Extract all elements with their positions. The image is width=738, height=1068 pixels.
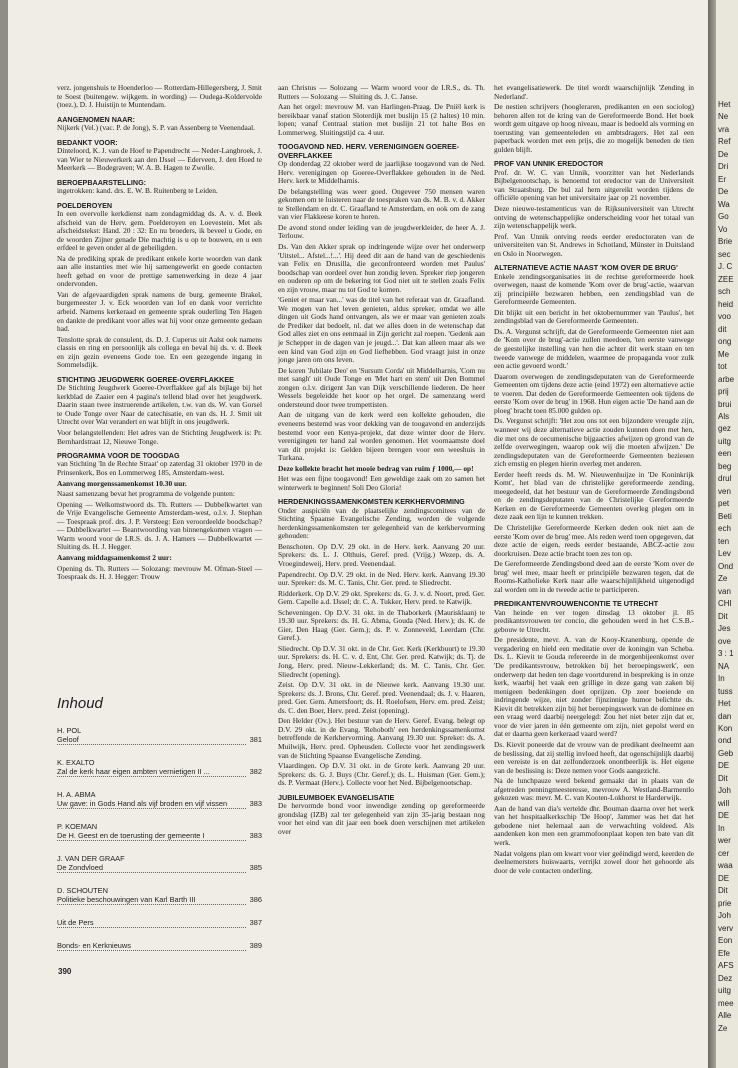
toc-entry-title: Politieke beschouwingen van Karl Barth III xyxy=(57,895,246,905)
toc-entry xyxy=(57,758,262,777)
page-gutter xyxy=(708,0,716,1068)
article-paragraph: Tenslotte sprak de consulent, ds. D. J. Cuperus uit Aalst ook namens classis en ring en persoonlijk als collega en beval hij ds. v. d. Beek en zijn gezin eveneens Gode toe. En een gezegende ingang in Sommelsdijk. xyxy=(57,334,262,370)
next-page-fragment: Jes xyxy=(718,624,731,634)
next-page-fragment: ZEE xyxy=(718,274,734,284)
article-paragraph: Aanvang middagsamenkomst 2 uur: xyxy=(57,552,172,562)
next-page-fragment: Dit xyxy=(718,611,728,621)
toc-row xyxy=(57,895,262,905)
next-page-fragment: Ond xyxy=(718,561,734,571)
toc-author: H. A. ABMA xyxy=(57,790,96,799)
next-page-fragment: Geb xyxy=(718,748,734,758)
next-page-fragment: tot xyxy=(718,362,727,372)
article-paragraph: Papendrecht. Op D.V. 29 okt. in de Ned. Herv. kerk. Aanvang 19.30 uur. Spreker: ds. M. C. Tanis, Chr. Ger. pred. te Sliedrecht. xyxy=(278,569,485,588)
article-paragraph: Enkele zendingsorganisaties in de rechtse gereformeerde hoek overwegen, naast de komende 'Kom over de brug'-actie, waarvan zij principiële bezwaren hebben, een zendingsblad van de Gereformeerde Gemeenten. xyxy=(494,271,694,307)
toc-entry xyxy=(57,726,262,745)
article-paragraph: Dit blijkt uit een bericht in het oktobernummer van 'Paulus', het zendingsblad van de Gereformeerde Gemeenten. xyxy=(494,307,694,326)
next-page-fragment: DE xyxy=(718,873,730,883)
toc-row xyxy=(57,863,262,873)
article-paragraph: Van heinde en ver togen dinsdag 13 oktober jl. 85 predikantsvrouwen ter concio, die gehouden werd in het C.S.B.-gebouw te Utrecht. xyxy=(494,607,694,634)
article-paragraph: Deze nieuwe-testamenticus van de Rijksuniversiteit van Utrecht ontving de wetenschappelijke onderscheiding voor het totaal van zijn wetenschappelijk werk. xyxy=(494,203,694,231)
column-right xyxy=(494,84,694,877)
next-page-fragment: Joh xyxy=(718,786,731,796)
toc-entry xyxy=(57,886,262,905)
article-paragraph: Ds. Van den Akker sprak op indringende wijze over het onderwerp 'Uitstel... Afstel...!...'. Hij deed dit aan de hand van de geschiedenis van Felix en Drusilla, die geconfronteerd worden met Paulus' boodschap van oordeel over hun zondig leven. Spreker riep jongeren en ouderen op om de bekering tot God niet uit te stellen zoals Felix en zijn vrouw, maar nu tot God te komen. xyxy=(278,242,485,294)
toc-entry-title: Zal de kerk haar eigen ambten vernietigen II ... xyxy=(57,767,246,777)
toc-entry xyxy=(57,822,262,841)
article-paragraph: Sliedrecht. Op D.V. 31 okt. in de Chr. Ger. Kerk (Kerkbuurt) te 19.30 uur. Sprekers: ds. H. C. v. d. Ent, Chr. Ger. pred. Katwijk; ds. Tj. de Jong, Herv. pred. Nieuw-Lekkerland; ds. M. C. Tanis, Chr. Ger. Sliedrecht (opening). xyxy=(278,643,485,679)
article-paragraph: Op donderdag 22 oktober werd de jaarlijkse toogavond van de Ned. Herv. verenigingen op Goeree-Overflakkee gehouden in de Ned. Herv. kerk te Middelharnis. xyxy=(278,159,485,186)
next-page-fragment: Dri xyxy=(718,162,729,172)
next-page-fragment: Ze xyxy=(718,1023,728,1033)
next-page-fragment: Het xyxy=(718,699,731,709)
article-paragraph: De Stichting Jeugdwerk Goeree-Overflakkee gaf als bijlage bij het kerkblad de Zaaier een 4 pagina's tellend blad over het jeugdwerk. Daarin staan twee instruerende artikelen, t.w. van ds. W. van Gorsel te Oude Tonge over Naar de catechisatie, en van ds. H. J. Smit uit Utrecht over Wat verandert en wat blijft in ons jeugdwerk. xyxy=(57,383,262,427)
next-page-fragment: mee xyxy=(718,998,734,1008)
toc-row xyxy=(57,799,262,809)
toc-entry-title: Uw gave: in Gods Hand als vijf broden en vijf vissen xyxy=(57,799,246,809)
next-page-fragment: wer xyxy=(718,836,731,846)
column-left xyxy=(57,84,262,584)
toc-title: Inhoud xyxy=(57,695,103,712)
next-page-fragment: brui xyxy=(718,399,732,409)
article-paragraph: Opening ds. Th. Rutters — Solozang: mevrouw M. Ofman-Steel — Toespraak ds. H. J. Hegger: Trouw xyxy=(57,563,262,582)
toc-author: K. EXALTO xyxy=(57,758,95,767)
next-page-fragment: J. C xyxy=(718,262,733,272)
next-page-fragment: tuss xyxy=(718,686,733,696)
next-page-fragment: AFS xyxy=(718,961,734,971)
next-page-fragment: prie xyxy=(718,898,732,908)
next-page-fragment: ond xyxy=(718,736,732,746)
next-page-fragment: uitg xyxy=(718,986,731,996)
toc-entry-page: 387 xyxy=(249,918,262,927)
article-paragraph: aan Christus — Solozang — Warm woord voor de I.R.S., ds. Th. Rutters — Solozang — Sluiting ds. J. C. Janse. xyxy=(278,83,485,101)
next-page-fragment: ven xyxy=(718,486,731,496)
article-paragraph: van Stichting 'In de Rechte Straat' op zaterdag 31 oktober 1970 in de Prinsenkerk, Bos en Lommerweg 185, Amsterdam-west. xyxy=(57,459,262,478)
next-page-fragment: In xyxy=(718,823,725,833)
next-page-fragment: sch xyxy=(718,287,731,297)
next-page-fragment: In xyxy=(718,674,725,684)
next-page-fragment: NA xyxy=(718,661,730,671)
next-page-fragment: Ref xyxy=(718,137,731,147)
article-paragraph: Scheveningen. Op D.V. 31 okt. in de Thaborkerk (Maurisklaan) te 19.30 uur. Sprekers: ds. H. G. Abma, Gouda (Ned. Herv.); ds. K. de Gier, Den Haag (Ger. Gem.); ds. P. v. Zonneveld, Leerdam (Chr. Geref.). xyxy=(278,607,485,643)
next-page-fragment: heid xyxy=(718,299,734,309)
article-heading: AANGENOMEN NAAR: xyxy=(57,114,135,124)
toc-entry-title: Bonds- en Kerknieuws xyxy=(57,941,246,951)
next-page-fragment: Als xyxy=(718,412,730,421)
toc-author: D. SCHOUTEN xyxy=(57,886,108,895)
next-page-fragment: ech xyxy=(718,524,731,534)
next-page-fragment: Me xyxy=(718,349,730,359)
next-page-fragment: dan xyxy=(718,711,732,721)
article-paragraph: Ds. Vergunst schrijft: 'Het zou ons tot een bijzondere vreugde zijn, wanneer wij deze alternatieve actie zouden kunnen doen met hen, die met ons de oecumenische bijgaacties afwijzen op grond van de zelfde overwegingen, waarop ook wij die moeten afwijzen.' De zendingsdeputaten van de Gereformeerde Gemeenten beziенen zich ernstig en plegen hierin overleg met anderen. xyxy=(494,416,694,469)
article-paragraph: ingetrokken: kand. drs. E. W. B. Ruitenberg te Leiden. xyxy=(57,186,218,196)
article-paragraph: verz. jongenshuis te Hoenderloo — Rotterdam-Hillegersberg, J. Smit te Soest (buitengew. wijkgem. in wording) — Oudega-Koldervolde (toez.), D. J. Huistijn te Muntendam. xyxy=(57,83,262,110)
article-paragraph: Voor belangstellenden: Het adres van de Stichting Jeugdwerk is: Pr. Bernhardstraat 12, Nieuwe Tonge. xyxy=(57,427,262,446)
article-heading: HERDENKINGSSAMENKOMSTEN KERKHERVORMING xyxy=(278,497,465,507)
article-paragraph: het evangelisatiewerk. De titel wordt waarschijnlijk 'Zending in Nederland'. xyxy=(494,83,694,101)
toc-row xyxy=(57,941,262,951)
toc-entry xyxy=(57,854,262,873)
page-number: 390 xyxy=(58,967,72,976)
next-page-fragment: uitg xyxy=(718,436,731,446)
article-paragraph: De belangstelling was weer goed. Ongeveer 750 mensen waren gekomen om te luisteren naar de toespraken van ds. M. B. v. d. Akker te Stellendam en dr. C. Graafland te Amsterdam, en ook om de zang van vier Flakkeese koren te horen. xyxy=(278,186,485,222)
article-paragraph: Na de prediking sprak de predikant enkele korte woorden van dank aan alle instanties met wie hij samengewerkt en goede contacten heeft gehad en voor de prettige samenwerking in deze 4 jaar ondervonden. xyxy=(57,253,262,289)
next-page-fragment: Het xyxy=(718,100,731,109)
article-paragraph: Aan de hand van dia's vertelde dhr. Bouman daarna over het werk van het hospitaalkerkschip 'De Hoop', Jammer was het dat het gebodene niet helemaal aan de verwachting voldeed. Als aandenken kon men een grammofoonplaat kopen ten bate van dit werk. xyxy=(494,803,694,847)
article-paragraph: Vlaardingen. Op D.V. 31 okt. in de Grote kerk. Aanvang 20 uur. Sprekers: ds. G. J. Buys (Chr. Geref.); ds. L. Huisman (Ger. Gem.); ds. P. Vermaat (Herv.). Collecte voor het Ned. Bijbelgenootschap. xyxy=(278,761,485,788)
toc-entry-page: 381 xyxy=(249,735,262,744)
next-page-fragment: Joh xyxy=(718,911,731,921)
article-paragraph: Eerder heeft reeds ds. M. W. Nieuwenhuijze in 'De Koninkrijk Komt', het blad van de christelijke gereformeerde zending, meegedeeld, dat het bestuur van de Gereformeerde Zendingsbond en de zendingsdeputaten van de Christelijke Gereformeerde Kerken en de Gereformeerde Gemeenten overleg plegen om in deze zaak een lijn te kunnen trekken. xyxy=(494,469,694,522)
toc-entry-page: 383 xyxy=(249,799,262,808)
article-paragraph: De Christelijke Gereformeerde Kerken deden ook niet aan de eerste 'Kom over de brug' mee. Als reden werd toen opgegeven, dat deze actie de eigen, reeds eerder bestaande, ABCZ-actie zou doorkruisen. Deze actie bracht toen zes ton op. xyxy=(494,522,694,558)
article-paragraph: Na de lunchpauze werd bekend gemaakt dat in plaats van de afgetreden penningmeesteresse, mevrouw A. Westland-Barmentlo gekozen was: mevr. M. C. van Kooten-Lokhorst te Harderwijk. xyxy=(494,776,694,803)
table-of-contents xyxy=(57,695,262,964)
column-middle xyxy=(278,84,485,838)
article-paragraph: Prof. Van Unnik ontving reeds eerder eredoctoraten van de universiteiten van St. Andrews in Schotland, Münster in Duitsland en Oslo in Noorwegen. xyxy=(494,231,694,258)
article-paragraph: Dinteloord, K. J. van de Hoef te Papendrecht — Neder-Langbroek, J. van Wier te Nieuwerkerk aan den IJssel — Ederveen, J. den Hoed te Meerkerk — Bodegraven; W. A. B. Hagen te Zwolle. xyxy=(57,146,262,173)
toc-entry-page: 385 xyxy=(249,863,262,872)
next-page-fragment: pet xyxy=(718,499,730,509)
article-heading: POELDEROYEN xyxy=(57,200,113,210)
next-page-fragment: Efe xyxy=(718,948,731,958)
next-page-fragment: waa xyxy=(718,861,733,871)
next-page-fragment: De xyxy=(718,149,729,159)
article-heading: JUBILEUMBOEK EVANGELISATIE xyxy=(278,792,395,802)
next-page-fragment: Er xyxy=(718,174,726,184)
article-paragraph: Ds. A. Vergunst schrijft, dat de Gereformeerde Gemeenten niet aan de 'Kom over de brug'-actie zullen meedoen, 'ten eerste vanwege de geestelijke instelling van hen die achter dit werk staan en ten tweede vanwege de middelen, waarmee de propaganda voor zulk een actie gevoerd wordt.' xyxy=(494,326,694,371)
toc-entries xyxy=(57,726,262,951)
toc-entry-title: Uit de Pers xyxy=(57,918,246,928)
next-page-fragment: arbe xyxy=(718,374,735,384)
next-page-fragment: Eon xyxy=(718,936,733,946)
toc-entry xyxy=(57,941,262,951)
next-page-fragment: prij xyxy=(718,387,729,397)
article-paragraph: Aanvang morgenssamenkomst 10.30 uur. xyxy=(57,478,187,488)
next-page-fragment: will xyxy=(718,798,730,808)
next-page-fragment: beg xyxy=(718,461,732,471)
toc-author: H. POL xyxy=(57,726,82,735)
article-heading: PREDIKANTENVROUWENCONTIE TE UTRECHT xyxy=(494,599,659,609)
article-paragraph: De avond stond onder leiding van de jeugdwerkleider, de heer A. J. Terlouw. xyxy=(278,222,485,241)
article-paragraph: De Gereformeerde Zendingsbond deed aan de eerste 'Kom over de brug' wel mee, maar heeft er principiële bezwaren tegen, dat de Rooms-Katholieke Kerk naar alle waarschijnlijkheid uitgenodigd zal worden om in de tweede actie te participeren. xyxy=(494,559,694,594)
article-paragraph: De nestien schrijvers (hoogleraren, predikanten en een sociolog) behoren allen tot de kring van de Gereformeerde Bond. Het boek wordt gem uitgave op hoog niveau, maar is bedoeld als vorming en toerusting van gemeenteleden en ambtsdragers. Het zal een paperback worden met een prijs, die zo mogelijk beneden de tien gulden blijft. xyxy=(494,102,694,154)
toc-row xyxy=(57,831,262,841)
next-page-fragment: DE xyxy=(718,811,730,821)
next-page-fragment: Wa xyxy=(718,199,730,209)
article-paragraph: Van de afgevaardigden sprak namens de burg. gemeente Brakel, burgemeester J. v. Eck woorden van lof en dank voor verrichte arbeid. Namens kerkeraad en gemeente sprak ouderling Ten Hagen en dankte de predikant voor alles wat hij voor onze gemeente gedaan had. xyxy=(57,289,262,334)
next-page-fragment: Ne xyxy=(718,112,729,122)
next-page-fragment: Ze xyxy=(718,574,728,584)
next-page-fragment: gez xyxy=(718,424,731,434)
article-paragraph: De presidente, mevr. A. van de Kooy-Kranenburg, opende de vergadering en hield een meditatie over de koningin van Scheba. Ds. L. Kievit te Gouda refereerde in de morgenbijeenkomst over 'De predikantsvrouw, betrokken bij het beroepingswerk', een onderwerp dat heden ten dage voortdurend in bespreking is in onze kerk, waarbij het vaak een grillige in deze gang van zaken bij menigeen bedenkingen doet oprijzen. Op zeer boeiende en indringende wijze, niet zonder fijnzinnige humor belichtte ds. Kievit dit betrekken zijn bij het beroepingswerk van de dominee en een vraag werd daarbij neergelegd: Zou het niet beter zijn dat er, voor de vier jaren in één gemeente om zijn, niet gepolst werd en dat er daarna geen kerkeraad vaard werd? xyxy=(494,635,694,739)
next-page-fragment: ten xyxy=(718,536,730,546)
article-paragraph: De koren 'Jubilate Deo' en 'Sursum Corda' uit Middelharnis, 'Com nu met sangh' uit Oude Tonge en 'Met hart en stem' uit Den Bommel zongen o.l.v. dirigent Jan van Dijk verschillende liederen. De heer Wessels begeleidde het koor op het orgel. De samenzang werd ondersteund door twee trompettisten. xyxy=(278,365,485,409)
article-heading: ALTERNATIEVE ACTIE NAAST 'KOM OVER DE BRUG' xyxy=(494,263,678,273)
next-page-fragment: CHI xyxy=(718,599,732,609)
article-paragraph: Ds. Kievit poneerde dat de vrouw van de predikant deelneemt aan de beslissing, dat zij stellig invloed heeft, dat ogenschijnlijk daarbij een vereiste is en dat zelfonderzoek onontbeerlijk is. Het eigene van de beslissing is: Deze nemen voor Gods aangezicht. xyxy=(494,739,694,775)
article-paragraph: Aan het orgel: mevrouw M. van Harlingen-Praag. De Pniël kerk is bereikbaar vanaf station Sloterdijk met buslijn 15 (2 haltes) 10 min. lopen; vanaf Centraal station met buslijn 21 tot halte Bos en Lommerweg. Sluitingstijd ca. 4 uur. xyxy=(278,102,485,137)
article-paragraph: Daarom overwegen de zendingsdeputaten van de Gereformeerde Gemeenten om tijdens deze actie (eind 1972) een alternatieve actie te voeren. Dat deden de Gereformeerde Gemeenten ook tijdens de eerste 'Kom over de brug' in 1968. Hun eigen actie 'De hand aan de ploeg' bracht toen 85.000 gulden op. xyxy=(494,371,694,415)
article-heading: BEROEPBAARSTELLING: xyxy=(57,177,147,187)
toc-entry-title: De H. Geest en de toerusting der gemeente I xyxy=(57,831,246,841)
article-paragraph: Deze kollekte bracht het mooie bedrag van ruim ƒ 1000,— op! xyxy=(278,463,474,473)
article-paragraph: Prof. dr. W. C. van Unnik, voorzitter van het Nederlands Bijbelgenootschap, is benoemd tot eredoctor van de Universiteit van Straatsburg. De bul zal hem uitgereikt worden tijdens de officiële opening van het universitaire jaar op 21 november. xyxy=(494,167,694,203)
next-page-fragment: 3 : 1 xyxy=(718,649,734,659)
article-paragraph: Onder auspiciën van de plaatselijke zendingscomitees van de Stichting Spaanse Evangelische Zending, worden de volgende herdenkingssamenkomsten ter gelegenheid van de kerkhervorming gehouden: xyxy=(278,505,485,541)
article-paragraph: Het was een fijne toogavond! Een geweldige zaak om zo samen het winterwerk te beginnen! Soli Deo Gloria! xyxy=(278,474,485,492)
next-page-fragment: Go xyxy=(718,212,729,222)
article-paragraph: Zeist. Op D.V. 31 okt. in de Nieuwe kerk. Aanvang 19.30 uur. Sprekers: ds. J. Brons, Chr. Geref. pred. Veenendaal; ds. J. v. Haaren, pred. Ger. Gem. Amersfoort; ds. H. Roelofsen, Herv. em. pred. Zeist; ds. C. den Boer, Herv. pred. Zeist (opening). xyxy=(278,680,485,715)
toc-entry xyxy=(57,790,262,809)
article-paragraph: Benschoten. Op D.V. 29 okt. in de Herv. kerk. Aanvang 20 uur. Sprekers: ds. L. J. Olthuis, Geref. pred. (Vrijg.) Wezep, ds. A. Vroegindeweij, Herv. pred. Veenendaal. xyxy=(278,541,485,569)
toc-entry-page: 383 xyxy=(249,831,262,840)
next-page-fragment: Beti xyxy=(718,511,732,521)
article-paragraph: Ridderkerk. Op D.V. 29 okt. Sprekers: ds. G. J. v. d. Noort, pred. Ger. Gem. Capelle a.d. IJssel; dr. C. A. Tukker, Herv. pred. te Katwijk. xyxy=(278,588,485,607)
next-page-fragment: dit xyxy=(718,324,727,334)
article-heading: PROGRAMMA VOOR DE TOOGDAG xyxy=(57,451,180,461)
article-paragraph: Nadat volgens plan om kwart voor vier geëindigd werd, keerden de deelnemersters huiswaarts, verrijkt zowel door het gehoorde als door de vele contacten onderling. xyxy=(494,848,694,875)
next-page-fragment: van xyxy=(718,586,731,596)
next-page-fragment: vra xyxy=(718,124,730,134)
toc-entry-title: De Zondvloed xyxy=(57,863,246,873)
next-page-fragment: Alle xyxy=(718,1011,732,1021)
toc-row xyxy=(57,767,262,777)
next-page-fragment: Brie xyxy=(718,237,733,247)
next-page-fragment: De xyxy=(718,187,729,197)
article-paragraph: Opening — Welkomstwoord ds. Th. Rutters — Dubbelkwartet van de Vrije Evangelische Gemeente Amsterdam-west, o.l.v. J. Stephan — Toespraak prof. drs. J. P. Versteeg: Een veroordeelde boodschap? — Dubbelkwartet — Beantwoording van binnengekomen vragen — Warm woord voor de I.R.S. ds. J. A. Hamers — Dubbelkwartet — Sluiting ds. H. J. Hegger. xyxy=(57,499,262,552)
next-page-fragment: Vo xyxy=(718,224,728,234)
article-paragraph: Nijkerk (Vel.) (vac. P. de Jong), S. P. van Assenberg te Veenendaal. xyxy=(57,123,255,133)
next-page-fragment: Dit xyxy=(718,886,728,896)
next-page-fragment: cer xyxy=(718,848,730,858)
article-paragraph: Den Helder (Ov.). Het bestuur van de Herv. Geref. Evang. belegt op D.V. 29 okt. in de Evang. 'Rehoboth' een herdenkingssamenkomst betreffende de Kerkhervorming. Aanvang 19.30 uur. Spreker: ds. A. Muilwijk, Herv. pred. Opheusden. Collecte voor het zendingswerk van de Stichting Spaanse Evangelische Zending. xyxy=(278,716,485,760)
article-heading: STICHTING JEUGDWERK GOEREE-OVERFLAKKEE xyxy=(57,374,234,384)
next-page-fragment: Lev xyxy=(718,549,731,559)
next-page-fragment: sec xyxy=(718,249,731,259)
toc-entry-page: 382 xyxy=(249,767,262,776)
toc-row xyxy=(57,735,262,745)
article-paragraph: Aan de uitgang van de kerk werd een kollekte gehouden, die eveneens bestemd was voor dekking van de toogavond en anderzijds bestemd voor een Kenya-projekt, dat deze winter door de Herv. verenigingen ter hand zal worden genomen. Het voornaamste doel van dit projekt is: Gelden bijeen brengen voor een weeshuis in Turkana. xyxy=(278,410,485,463)
article-heading: PROF VAN UNNIK EREDOCTOR xyxy=(494,159,604,169)
next-page-fragment: Dit xyxy=(718,773,728,783)
toc-row xyxy=(57,918,262,928)
magazine-page xyxy=(8,0,708,1068)
article-paragraph: De hervormde bond voor inwendige zending op gereformeerde grondslag (IZB) zal ter gelegenheid van zijn 35-jarig bestaan nog voor het eind van dit jaar een boek doen verschijnen met artikelen over xyxy=(278,801,485,836)
toc-author: J. VAN DER GRAAF xyxy=(57,854,125,863)
next-page-fragment: ove xyxy=(718,636,731,646)
next-page-fragment: een xyxy=(718,449,732,459)
next-page-edge xyxy=(716,0,738,1068)
toc-author: P. KOEMAN xyxy=(57,822,98,831)
next-page-fragment: Dez xyxy=(718,973,733,983)
toc-entry-page: 386 xyxy=(249,895,262,904)
next-page-fragment: DE xyxy=(718,761,730,771)
toc-entry xyxy=(57,918,262,928)
next-page-fragment: voo xyxy=(718,312,731,322)
toc-entry-title: Geloof xyxy=(57,735,246,745)
next-page-fragment: ong xyxy=(718,337,732,347)
article-paragraph: In een overvolle kerkdienst nam zondagmiddag ds. A. v. d. Beek afscheid van de Herv. gem. Poelderoyen en Loevestein. Met als afscheidstekst: Hand. 20 : 32: En nu broeders, ik beveel u Gode, en de woorden Zijner genade Die machtig is u op te bouwen, en u een erfdeel te geven onder al de geheiligden. xyxy=(57,209,262,253)
article-heading: TOOGAVOND NED. HERV. VERENIGINGEN GOEREE-OVERFLAKKEE xyxy=(278,142,460,160)
next-page-fragment: verv xyxy=(718,923,734,933)
next-page-fragment: Kon xyxy=(718,724,733,733)
next-page-fragment: drul xyxy=(718,474,732,484)
article-paragraph: 'Geniet er maar van...' was de titel van het referaat van dr. Graafland. We mogen van het leven genieten, aldus spreker, omdat we alle dingen uit Gods hand ontvangen, als we er maar van genieten zoals de Prediker dat bedoelt, nl. dat we alles doen in de wetenschap dat God alles ziet en ons eenmaal in Zijn gericht zal roepen. 'Gedenk aan je Schepper in de dagen van je jeugd...'. Dat kan alleen maar als we een kind van God zijn en God liefhebben. God vraagt juist in onze jonge jaren om ons leven. xyxy=(278,295,485,365)
article-heading: BEDANKT VOOR: xyxy=(57,137,118,147)
article-paragraph: Naast samenzang bevat het programma de volgende punten: xyxy=(57,489,235,499)
toc-entry-page: 389 xyxy=(249,941,262,950)
